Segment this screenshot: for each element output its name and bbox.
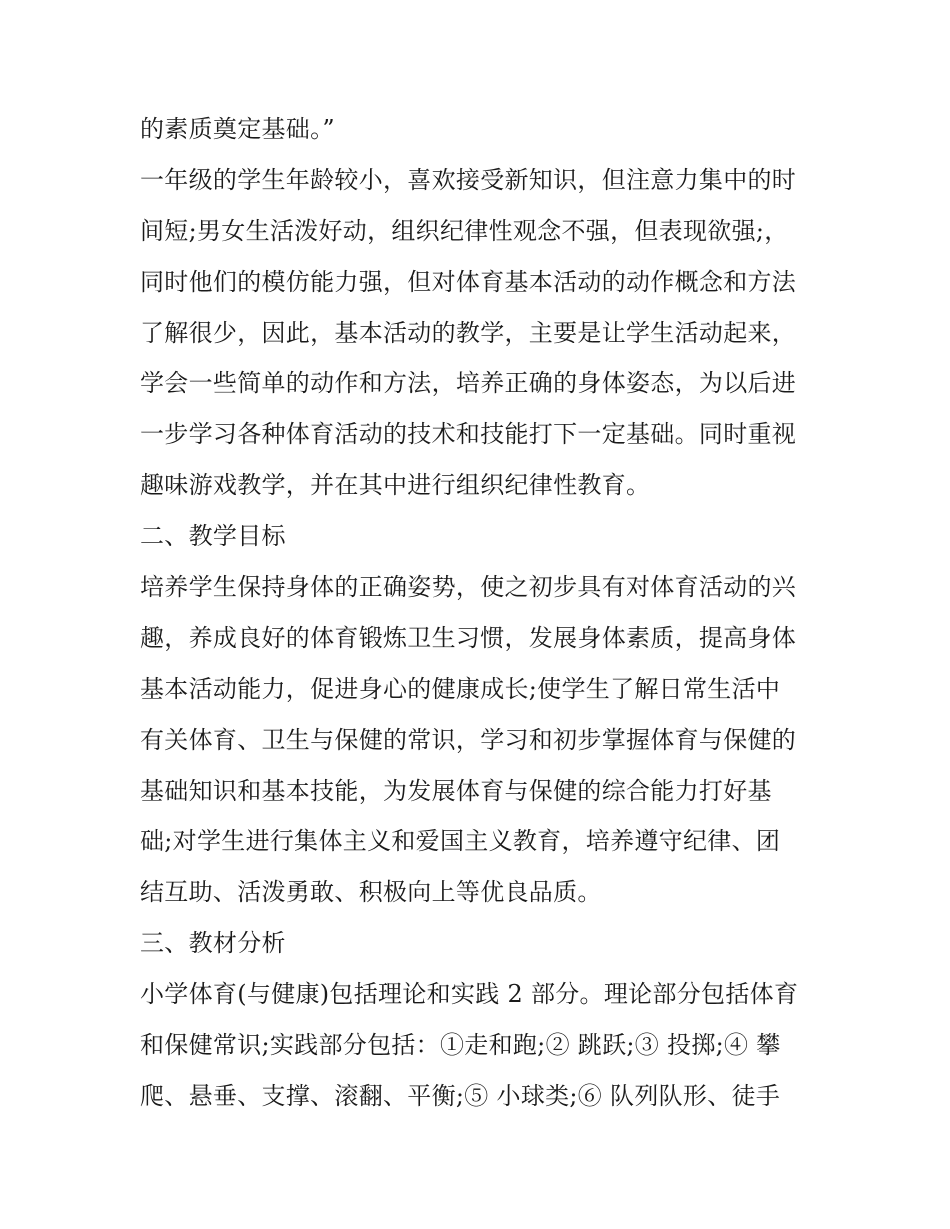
text-line: 爬、悬垂、支撑、滚翻、平衡;⑤ 小球类;⑥ 队列队形、徒手 bbox=[140, 1081, 781, 1110]
text-line: 基础知识和基本技能，为发展体育与保健的综合能力打好基 bbox=[140, 776, 772, 805]
text-line: 趣，养成良好的体育锻炼卫生习惯，发展身体素质，提高身体 bbox=[140, 623, 797, 652]
text-line: 和保健常识;实践部分包括：①走和跑;② 跳跃;③ 投掷;④ 攀 bbox=[140, 1031, 781, 1060]
text-line: 了解很少，因此，基本活动的教学，主要是让学生活动起来， bbox=[140, 318, 797, 347]
text-line: 一年级的学生年龄较小，喜欢接受新知识，但注意力集中的时 bbox=[140, 165, 797, 194]
text-line: 学会一些简单的动作和方法，培养正确的身体姿态，为以后进 bbox=[140, 369, 797, 398]
text-line: 的素质奠定基础。” bbox=[140, 115, 335, 143]
text-line: 结互助、活泼勇敢、积极向上等优良品质。 bbox=[140, 878, 602, 907]
section-heading-teaching-goals: 二、教学目标 bbox=[140, 522, 286, 551]
text-line: 基本活动能力，促进身心的健康成长;使学生了解日常生活中 bbox=[140, 674, 781, 703]
text-line: 间短;男女生活泼好动，组织纪律性观念不强，但表现欲强;， bbox=[140, 216, 789, 245]
text-line: 同时他们的模仿能力强，但对体育基本活动的动作概念和方法 bbox=[140, 267, 797, 296]
text-line: 有关体育、卫生与保健的常识，学习和初步掌握体育与保健的 bbox=[140, 725, 797, 754]
section-heading-material-analysis: 三、教材分析 bbox=[140, 929, 286, 958]
text-line: 一步学习各种体育活动的技术和技能打下一定基础。同时重视 bbox=[140, 420, 797, 449]
text-line: 础;对学生进行集体主义和爱国主义教育，培养遵守纪律、团 bbox=[140, 827, 781, 856]
document-body bbox=[140, 104, 820, 1122]
text-line: 小学体育(与健康)包括理论和实践 2 部分。理论部分包括体育 bbox=[140, 980, 799, 1009]
text-line: 趣味游戏教学，并在其中进行组织纪律性教育。 bbox=[140, 471, 651, 500]
text-line: 培养学生保持身体的正确姿势，使之初步具有对体育活动的兴 bbox=[140, 573, 797, 602]
